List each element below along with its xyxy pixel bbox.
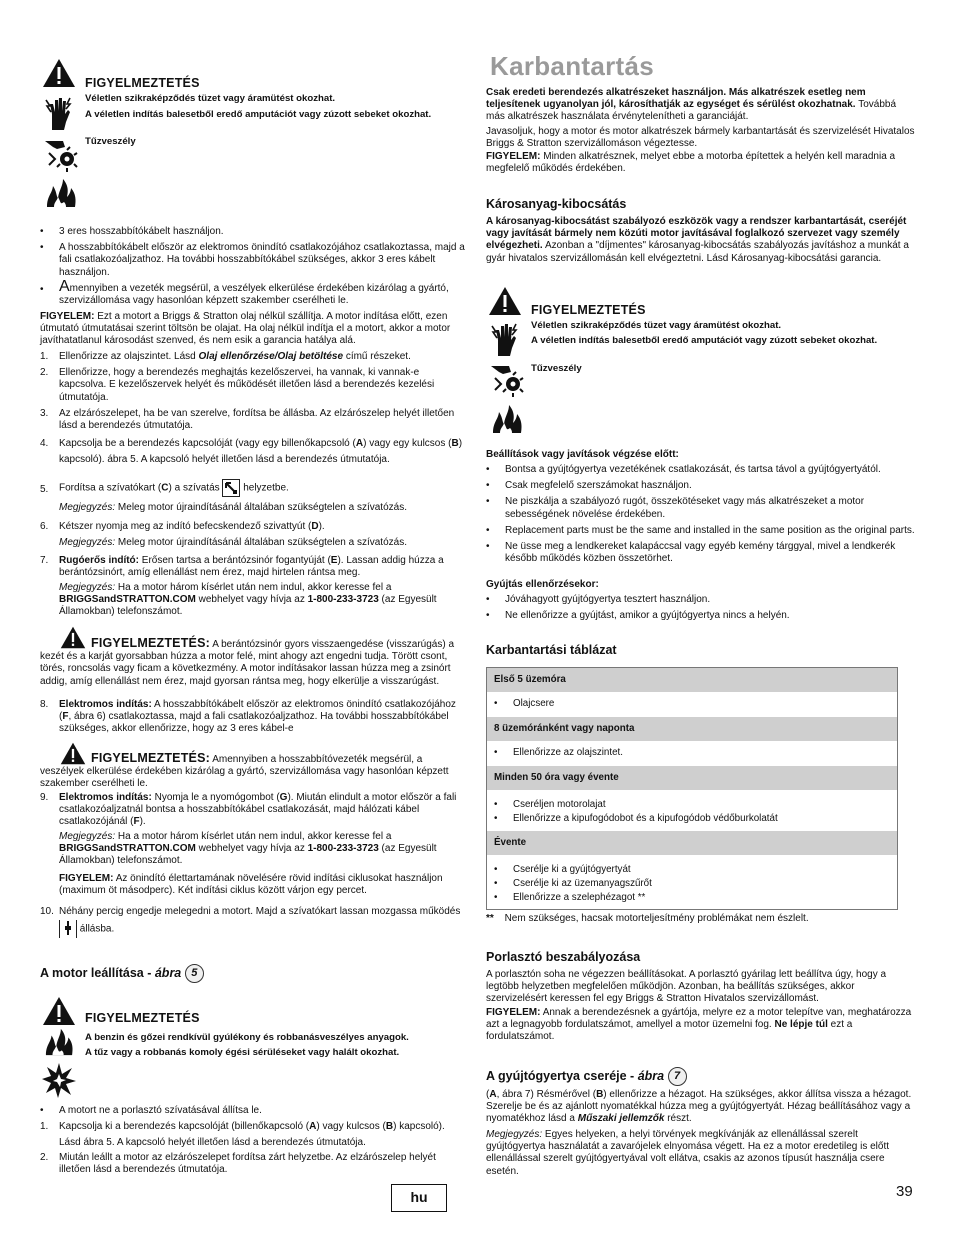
list-item: • Csak megfelelő szerszámokat használjon. [486, 480, 916, 492]
note: Megjegyzés: Ha a motor három kísérlet után nem indul, akkor keresse fel a BRIGGSandSTRATTON.COM webhelyet vagy hívja az 1-800-233-3723 (az Egyesült Államokban) telefonszámot. [59, 582, 437, 618]
list-item: • Ne üsse meg a lendkereket kalapáccsal vagy egyéb kemény tárggyal, mivel a lendkerék később működés közben összetörhet. [486, 541, 916, 565]
spark-plug-paragraph: (A, ábra 7) Résmérővel (B) ellenőrizze a hézagot. Ha szükséges, akkor állítsa vissza a hézagot. Szerelje be és az ajánlott nyomatékkal húzza meg a gyújtógyertyát. Hézag beállításához vagy a nyomatékhoz lásd a Műszaki jellemzők részt. [486, 1089, 912, 1125]
list-item: • A motort ne a porlasztó szívatásával állítsa le. [40, 1105, 468, 1117]
amputation-icon [43, 137, 79, 173]
step-2: 2. Ellenőrizze, hogy a berendezés meghajtás kezelőszervei, ha vannak, ki vannak-e kapcsolva. E kezelőszervek helyét és működését illetően lásd a berendezés kezelési útmutatója. [40, 367, 435, 403]
warning-triangle-icon [42, 58, 76, 88]
note: Megjegyzés: Meleg motor újraindításánál általában szükségtelen a szívatózás. [59, 502, 407, 513]
electric-shock-hand-icon [490, 322, 520, 358]
emission-paragraph: A károsanyag-kibocsátást szabályozó eszközök vagy a rendszer karbantartását, cseréjét vagy javítását bármely nem közúti motor javításával foglalkozó szervezet vagy személy elvégezheti. Azonban a "díjmentes" károsanyag-kibocsátás szabályozás javításhoz a munkát a gyár hivatalos szervizállomásán kell elvégeztetni. Lásd Károsanyag-kibocsátási garancia. [486, 216, 909, 264]
list-item: • Ne piszkálja a szabályozó rugót, összekötéseket vagy más alkatrészeket a motor sebességének növelése érdekében. [486, 496, 916, 520]
step-4: 4. Kapcsolja be a berendezés kapcsolóját (vagy egy billenőkapcsoló (A) vagy egy kulcsos (B) kapcsoló). ábra 5. A kapcsoló helyét illetően lásd a berendezés útmutatója. [40, 438, 463, 465]
stop-step-1: 1. Kapcsolja ki a berendezés kapcsolóját (billenőkapcsoló (A) vagy kulcsos (B) kapcsoló). Lásd ábra 5. A kapcsoló helyét illetően lásd a berendezés útmutatója. [40, 1121, 445, 1148]
fire-hazard-icon [490, 404, 524, 434]
before-bullets [486, 464, 916, 569]
table-footnote: ** Nem szükséges, hacsak motorteljesítmény problémákat nem észlelt. [486, 913, 809, 924]
flammable-icon [42, 1028, 76, 1056]
warning-heading: FIGYELMEZTETÉS [531, 303, 646, 317]
language-tag: hu [391, 1184, 447, 1212]
section-heading: Porlasztó beszabályozása [486, 950, 641, 964]
run-position-icon [59, 920, 77, 938]
warning-line: Tűzveszély [85, 136, 136, 147]
list-item: • Amennyiben a vezeték megsérül, a veszélyek elkerülése érdekében kizárólag a gyártó, szervizállomása vagy hasonlóan képzett szakember cserélheti le. [40, 278, 449, 307]
warning-heading: FIGYELMEZTETÉS [85, 1011, 200, 1025]
step-10: 10. Néhány percig engedje melegedni a motort. Majd a szívatókart lassan mozgassa működés állásba. [40, 903, 468, 938]
section-heading: A motor leállítása - ábra 5 [40, 964, 204, 983]
table-row: • Olajcsere [487, 692, 898, 717]
warning-line: A véletlen indítás balesetből eredő amputációt vagy zúzott sebeket okozhat. [85, 109, 432, 120]
step-7: 7. Rugóerős indító: Erősen tartsa a berántózsinór fogantyúját (E). Lassan addig húzza a berántózsinórt, amíg ellenállást nem érez, majd hirtelen rántsa meg. [40, 555, 444, 579]
step-6: 6. Kétszer nyomja meg az indító befecskendező szivattyút (D). [40, 521, 325, 532]
step-5: 5. Fordítsa a szívatókart (C) a szívatás helyzetbe. [40, 479, 468, 497]
warning-line: Véletlen szikraképződés tüzet vagy áramütést okozhat. [531, 320, 782, 331]
warning-heading: FIGYELMEZTETÉS [85, 76, 200, 90]
step-3: 3. Az elzárószelepet, ha be van szerelve, fordítsa be állásba. Az elzárószelep helyét illetően lásd a berendezés útmutatója. [40, 407, 455, 431]
note: Megjegyzés: Egyes helyeken, a helyi törvények megkívánják az ellenállással szerelt gyújtógyertya használatát a zavarójelek elnyomása végett. Ha ez a motor eredetileg is előtt ellenállással szerelt gyújtógyertyával volt ellátva, csakis az azonos típusút használja csere esetén. [486, 1129, 889, 1177]
attention-paragraph: FIGYELEM: Az önindító élettartamának növelésére rövid indítási ciklusokat használjon (maximum öt másodperc). Két indítási ciklus között várjon egy percet. [59, 873, 443, 897]
list-item: • Jóváhagyott gyújtógyertya tesztert használjon. [486, 594, 916, 606]
attention-paragraph: FIGYELEM: Minden alkatrésznek, melyet ebbe a motorba építettek a helyén kell maradnia a megfelelő működés érdekében. [486, 151, 896, 175]
warning-line: Tűzveszély [531, 363, 582, 374]
warning-line: A tűz vagy a robbanás komoly égési sérüléseket vagy halált okozhat. [85, 1047, 400, 1058]
page-number: 39 [896, 1183, 913, 1200]
inline-warning: FIGYELMEZTETÉS: A berántózsinór gyors visszaengedése (visszarúgás) a kezét és a karját gyorsabban húzza a motor felé, mint ahogy azt engedni tudja. Törött csont, törés, roncsolás vagy ficam a következmény. A motor indításakor lassan húzza meg a zsinórt addig, amíg ellenállást nem érez, majd gyorsan rántsa meg, hogy elkerülje a visszarúgást. [40, 636, 455, 687]
warning-triangle-icon [42, 996, 76, 1026]
page-title: Karbantartás [490, 51, 654, 81]
table-header-row: Minden 50 óra vagy évente [487, 766, 898, 790]
fire-hazard-icon [44, 178, 78, 208]
subheading: Gyújtás ellenőrzésekor: [486, 579, 599, 590]
stop-step-2: 2. Miután leállt a motor az elzárószelepet fordítsa zárt helyzetbe. Az elzárószelep helyét illetően lásd a berendezés útmutatója. [40, 1152, 436, 1176]
warning-triangle-icon [488, 286, 522, 316]
section-heading: Károsanyag-kibocsátás [486, 197, 627, 211]
inline-warning: FIGYELMEZTETÉS: Amennyiben a hosszabbítóvezeték megsérül, a veszélyek elkerülése érdekében kizárólag a gyártó, szervizállomása vagy hasonlóan képzett szakember cserélheti le. [40, 751, 449, 790]
note: Megjegyzés: Meleg motor újraindításánál általában szükségtelen a szívatózás. [59, 537, 407, 548]
maintenance-table [486, 667, 898, 910]
step-8: 8. Elektromos indítás: A hosszabbítókábelt először az elektromos önindító csatlakozójához (F, ábra 6) csatlakoztassa, majd a fali csatlakozóaljzathoz. Ha további hosszabbítókábel szükséges, akkor ellenőrizze, hogy az 3 eres kábel-e [40, 699, 456, 735]
choke-icon [222, 479, 240, 497]
amputation-icon [489, 362, 525, 398]
step-9: 9. Elektromos indítás: Nyomja le a nyomógombot (G). Miután elindult a motor először a fali csatlakozóaljzatnál bontsa a hosszabbítókábel csatlakozását, majd hálózati kábel csatlakozójánál (F). [40, 792, 457, 828]
list-item: • 3 eres hosszabbítókábelt használjon. [40, 226, 468, 238]
note: Megjegyzés: Ha a motor három kísérlet után nem indul, akkor keresse fel a BRIGGSandSTRATTON.COM webhelyet vagy hívja az 1-800-233-3723 (az Egyesült Államokban) telefonszámot. [59, 831, 437, 867]
list-item: • Replacement parts must be the same and installed in the same position as the original parts. [486, 525, 916, 537]
electric-shock-hand-icon [44, 96, 74, 132]
table-row: • Ellenőrizze az olajszintet. [487, 741, 898, 766]
start-steps [40, 351, 468, 471]
carb-paragraph: A porlasztón soha ne végezzen beállításokat. A porlasztó gyárilag lett beállítva úgy, hogy a legtöbb helyzetben megfelelően működjön. Azonban, ha beállítás szükséges, akkor szervizelésért keressen fel egy Briggs & Stratton Hivatalos szervizállomást. [486, 969, 887, 1005]
ignition-bullets [486, 594, 916, 626]
subheading: Beállítások vagy javítások végzése előtt: [486, 449, 679, 460]
table-header-row: Első 5 üzemóra [487, 668, 898, 692]
intro-paragraph: Csak eredeti berendezés alkatrészeket használjon. Más alkatrészek esetleg nem teljesítenek ugyanolyan jól, károsíthatják az egységet és sérülést okozhatnak. Továbbá más alkatrészek használata érvénytelenítheti a garanciáját. [486, 87, 897, 123]
list-item: • Ne ellenőrizze a gyújtást, amikor a gyújtógyertya nincs a helyén. [486, 610, 916, 622]
warning-line: Véletlen szikraképződés tüzet vagy áramütést okozhat. [85, 93, 336, 104]
extension-cord-bullets [40, 226, 468, 283]
table-header-row: Évente [487, 831, 898, 855]
warning-line: A véletlen indítás balesetből eredő amputációt vagy zúzott sebeket okozhat. [531, 335, 878, 346]
table-header-row: 8 üzemóránként vagy naponta [487, 717, 898, 741]
warning-line: A benzin és gőzei rendkívül gyúlékony és robbanásveszélyes anyagok. [85, 1032, 409, 1043]
intro-paragraph: Javasoljuk, hogy a motor és motor alkatrészek bármely karbantartását és szervizelését Hivatalos Briggs & Stratton szervizállomáson végeztesse. [486, 126, 915, 150]
explosion-icon [42, 1062, 76, 1098]
list-item: • Bontsa a gyújtógyertya vezetékének csatlakozását, és tartsa távol a gyújtógyertyától. [486, 464, 916, 476]
table-row: • Cseréljen motorolajat • Ellenőrizze a kipufogódobot és a kipufogódob védőburkolatát [487, 790, 898, 831]
section-heading: A gyújtógyertya cseréje - ábra 7 [486, 1067, 687, 1086]
attention-paragraph: FIGYELEM: Ezt a motort a Briggs & Stratton olaj nélkül szállítja. A motor indítása előtt, ezen útmutató útmutatásai szerint töltsön be olajat. Ha olaj nélkül indítja el a motort, akkor a motor javíthatatlanul károsodást szenved, és nem esik a garancia hatálya alá. [40, 311, 451, 347]
list-item: • A hosszabbítókábelt először az elektromos önindító csatlakozójához csatlakoztassa, majd a fali csatlakozóaljzathoz. Ha további hosszabbítókábel szükséges, akkor 3 eres kábelt használjon. [40, 242, 468, 279]
attention-paragraph: FIGYELEM: Annak a berendezésnek a gyártója, melyre ez a motor telepítve van, meghatározza azt a legnagyobb fordulatszámot, amellyel a motor üzemelni fog. Ne lépje túl ezt a fordulatszámot. [486, 1007, 912, 1043]
step-1: 1. Ellenőrizze az olajszintet. Lásd Olaj ellenőrzése/Olaj betöltése című részeket. [40, 351, 411, 362]
section-heading: Karbantartási táblázat [486, 643, 617, 657]
table-row: • Cserélje ki a gyújtógyertyát • Cserélje ki az üzemanyagszűrőt • Ellenőrizze a szelephézagot ** [487, 855, 898, 910]
figure-number-badge: 7 [668, 1067, 687, 1086]
figure-number-badge: 5 [185, 964, 204, 983]
